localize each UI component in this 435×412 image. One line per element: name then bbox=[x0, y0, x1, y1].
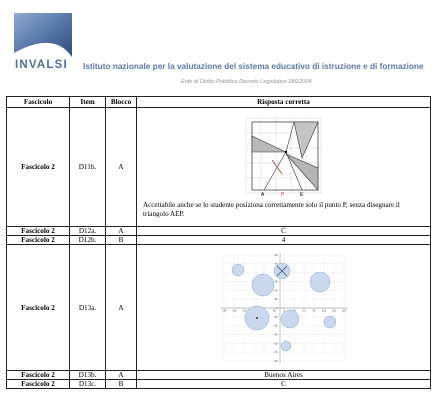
label-e: E bbox=[299, 192, 303, 198]
bubble-mark bbox=[281, 341, 291, 351]
cell-risposta: Buenos Aires bbox=[137, 371, 431, 380]
y-tick-label: -90 bbox=[273, 359, 277, 363]
institute-name: Istituto nazionale per la valutazione del sistema educativo di istruzione e di formazione bbox=[83, 61, 424, 71]
x-tick-label: 180 bbox=[341, 309, 346, 312]
answer-note: Accettabile anche se lo studente posiziona correttamente solo il punto P, senza disegnare il triangolo AEP. bbox=[143, 201, 400, 218]
bubble-mark bbox=[281, 310, 299, 328]
cell-fascicolo: Fascicolo 2 bbox=[7, 108, 70, 227]
column-header-item: Item bbox=[70, 97, 106, 108]
cell-item: D13c. bbox=[70, 380, 106, 389]
cell-blocco: A bbox=[106, 108, 137, 227]
y-tick-label: 15 bbox=[274, 297, 277, 301]
cell-risposta bbox=[137, 108, 431, 227]
bubble-mark bbox=[252, 274, 274, 296]
bubble-mark bbox=[310, 272, 330, 292]
cell-item: D12b. bbox=[70, 236, 106, 245]
cell-risposta: C bbox=[137, 227, 431, 236]
point-mark bbox=[256, 317, 258, 319]
y-tick-label: -30 bbox=[273, 324, 277, 328]
cell-risposta: 4 bbox=[137, 236, 431, 245]
y-tick-label: -75 bbox=[273, 350, 277, 354]
label-p: P bbox=[280, 192, 284, 198]
bubble-map-figure bbox=[216, 249, 352, 367]
cell-fascicolo: Fascicolo 2 bbox=[7, 245, 70, 371]
cell-risposta: C bbox=[137, 380, 431, 389]
cell-fascicolo: Fascicolo 2 bbox=[7, 227, 70, 236]
cell-blocco: A bbox=[106, 371, 137, 380]
y-tick-label: 45 bbox=[274, 280, 277, 283]
cell-item: D12a. bbox=[70, 227, 106, 236]
answer-table bbox=[6, 96, 431, 389]
bubble-mark bbox=[232, 264, 244, 276]
cell-blocco: A bbox=[106, 227, 137, 236]
cell-blocco: B bbox=[106, 380, 137, 389]
x-tick-label: 0 bbox=[282, 309, 285, 312]
cell-fascicolo: Fascicolo 2 bbox=[7, 236, 70, 245]
cell-risposta bbox=[137, 245, 431, 371]
table-row bbox=[7, 236, 431, 245]
y-tick-label: -45 bbox=[273, 333, 277, 336]
column-header-fascicolo: Fascicolo bbox=[7, 97, 70, 108]
cell-fascicolo: Fascicolo 2 bbox=[7, 371, 70, 380]
x-tick-label: -30 bbox=[271, 309, 276, 312]
y-tick-label: 75 bbox=[274, 262, 277, 266]
geometry-figure bbox=[242, 114, 326, 198]
cell-blocco: A bbox=[106, 245, 137, 371]
y-tick-label: -15 bbox=[273, 315, 277, 319]
y-tick-label: -60 bbox=[273, 341, 277, 345]
y-tick-label: 0 bbox=[275, 306, 277, 310]
cell-blocco: B bbox=[106, 236, 137, 245]
label-a: A bbox=[260, 192, 264, 198]
invalsi-logo-icon bbox=[14, 13, 74, 59]
table-row bbox=[7, 380, 431, 389]
cell-item: D13a. bbox=[70, 245, 106, 371]
x-tick-label: -180 bbox=[220, 309, 227, 312]
brand-name: INVALSI bbox=[15, 59, 68, 71]
x-tick-label: 150 bbox=[331, 309, 336, 312]
table-row bbox=[7, 371, 431, 380]
x-tick-label: -150 bbox=[230, 309, 237, 312]
table-row bbox=[7, 245, 431, 371]
x-tick-label: 120 bbox=[321, 309, 326, 312]
x-tick-label: 90 bbox=[312, 309, 315, 312]
column-header-blocco: Blocco bbox=[106, 97, 137, 108]
table-header-row bbox=[7, 97, 431, 108]
cell-item: D11b. bbox=[70, 108, 106, 227]
table-row bbox=[7, 227, 431, 236]
header-subtitle: Ente di Diritto Pubblico Decreto Legislativo 286/2004 bbox=[181, 79, 312, 85]
y-tick-label: 90 bbox=[274, 253, 277, 257]
x-tick-label: 60 bbox=[302, 309, 305, 312]
cell-item: D13b. bbox=[70, 371, 106, 380]
bubble-mark bbox=[324, 316, 336, 328]
column-header-risposta: Risposta corretta bbox=[137, 97, 431, 108]
table-row bbox=[7, 108, 431, 227]
x-tick-label: -120 bbox=[240, 309, 247, 312]
y-tick-label: 30 bbox=[274, 288, 277, 292]
cell-fascicolo: Fascicolo 2 bbox=[7, 380, 70, 389]
